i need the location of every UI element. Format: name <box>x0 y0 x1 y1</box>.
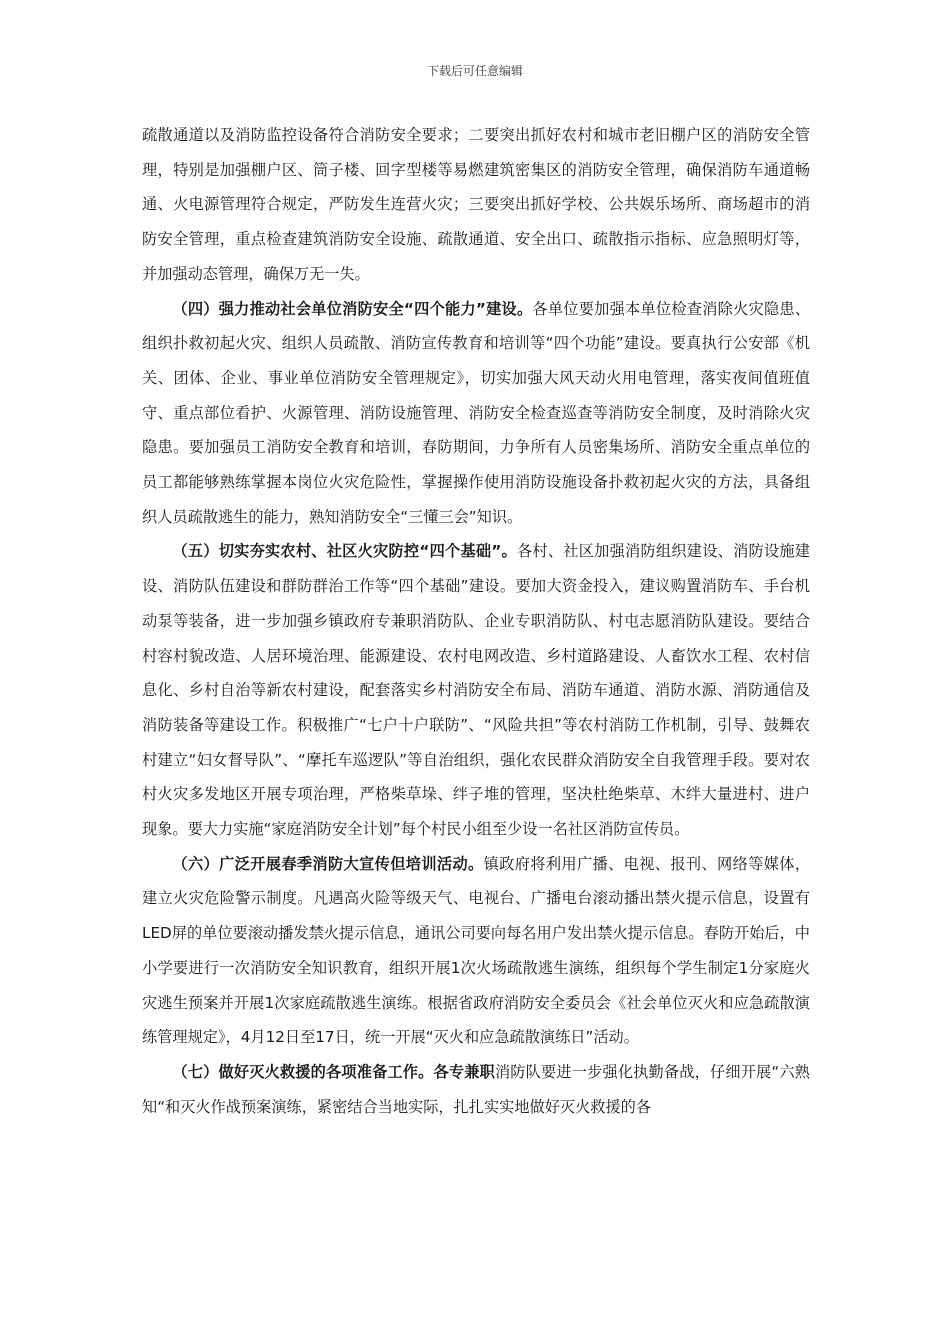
paragraph-4-heading: （六）广泛开展春季消防大宣传但培训活动。 <box>172 854 484 873</box>
page-header: 下载后可任意编辑 <box>426 64 523 78</box>
paragraph-4-text: 镇政府将利用广播、电视、报刊、网络等媒体，建立火灾危险警示制度。凡遇高火险等级天气、电视台、广播电台滚动播出禁火提示信息，设置有LED屏的单位要滚动播发禁火提示信息，通讯公司要向每名用户发出禁火提示信息。春防开始后，中小学要进行一次消防安全知识教育，组织开展1次火场疏散逃生演练，组织每个学生制定1分家庭火灾逃生预案并开展1次家庭疏散逃生演练。根据省政府消防安全委员会《社会单位灭火和应急疏散演练管理规定》，4月12日至17日，统一开展“灭火和应急疏散演练日”活动。 <box>142 854 811 1047</box>
paragraph-2-heading: （四）强力推动社会单位消防安全“四个能力”建设。 <box>172 299 533 318</box>
paragraph-1 <box>142 118 810 292</box>
document-body <box>142 118 810 1124</box>
paragraph-5-heading: （七）做好灭火救援的各项准备工作。各专兼职 <box>172 1062 495 1081</box>
paragraph-1-text: 疏散通道以及消防监控设备符合消防安全要求；二要突出抓好农村和城市老旧棚户区的消防安全管理，特别是加强棚户区、筒子楼、回字型楼等易燃建筑密集区的消防安全管理，确保消防车通道畅通、火电源管理符合规定，严防发生连营火灾；三要突出抓好学校、公共娱乐场所、商场超市的消防安全管理，重点检查建筑消防安全设施、疏散通道、安全出口、疏散指示指标、应急照明灯等，并加强动态管理，确保万无一失。 <box>142 126 810 283</box>
paragraph-4 <box>142 847 810 1055</box>
paragraph-2-text: 各单位要加强本单位检查消除火灾隐患、组织扑救初起火灾、组织人员疏散、消防宣传教育和培训等“四个功能”建设。要真执行公安部《机关、团体、企业、事业单位消防安全管理规定》，切实加强大风天动火用电管理，落实夜间值班值守、重点部位看护、火源管理、消防设施管理、消防安全检查巡查等消防安全制度，及时消除火灾隐患。要加强员工消防安全教育和培训，春防期间，力争所有人员密集场所、消防安全重点单位的员工都能够熟练掌握本岗位火灾危险性，掌握操作使用消防设施设备扑救初起火灾的方法，具备组织人员疏散逃生的能力，熟知消防安全“三懂三会”知识。 <box>142 299 811 526</box>
paragraph-3-text: 各村、社区加强消防组织建设、消防设施建设、消防队伍建设和群防群治工作等“四个基础”建设。要加大资金投入，建议购置消防车、手台机动泵等装备，进一步加强乡镇政府专兼职消防队、企业专职消防队、村屯志愿消防队建设。要结合村容村貌改造、人居环境治理、能源建设、农村电网改造、乡村道路建设、人畜饮水工程、农村信息化、乡村自治等新农村建设，配套落实乡村消防安全布局、消防车通道、消防水源、消防通信及消防装备等建设工作。积极推广“七户十户联防”、“风险共担”等农村消防工作机制，引导、鼓舞农村建立“妇女督导队”、“摩托车巡逻队”等自治组织，强化农民群众消防安全自我管理手段。要对农村火灾多发地区开展专项治理，严格柴草垛、绊子堆的管理，坚决杜绝柴草、木绊大量进村、进户现象。要大力实施“家庭消防安全计划”每个村民小组至少设一名社区消防宣传员。 <box>142 542 810 839</box>
paragraph-5 <box>142 1055 810 1124</box>
paragraph-3-heading: （五）切实夯实农村、社区火灾防控“四个基础”。 <box>172 542 517 561</box>
paragraph-2 <box>142 292 810 535</box>
paragraph-3 <box>142 534 810 846</box>
paragraph-5-text: 消防队要进一步强化执勤备战，仔细开展“六熟知“和灭火作战预案演练，紧密结合当地实际，扎扎实实地做好灭火救援的各 <box>142 1062 810 1116</box>
